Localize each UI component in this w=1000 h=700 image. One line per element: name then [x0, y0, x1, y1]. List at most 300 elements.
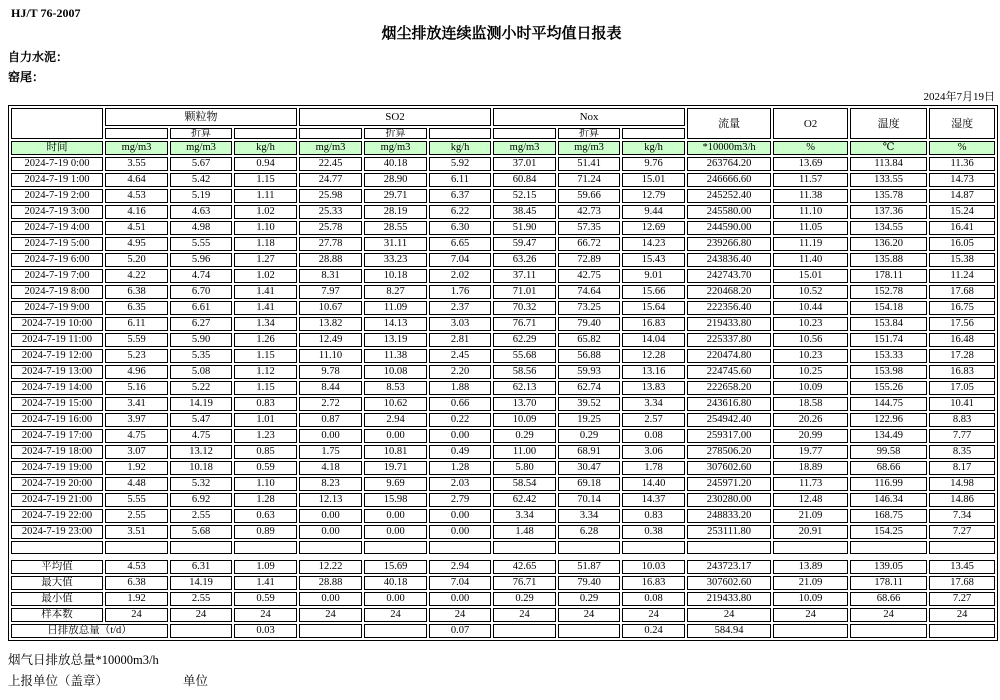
summary-value-cell: 68.66 [850, 592, 927, 606]
monitoring-table [8, 105, 998, 641]
unit-header: kg/h [622, 141, 685, 155]
summary-value-cell: 0.59 [234, 592, 297, 606]
summary-value-cell [493, 624, 556, 638]
value-cell: 7.34 [929, 509, 995, 523]
empty-cell [929, 541, 995, 554]
value-cell: 76.71 [493, 317, 556, 331]
time-cell: 2024-7-19 22:00 [11, 509, 103, 523]
value-cell: 5.90 [170, 333, 232, 347]
value-cell: 5.19 [170, 189, 232, 203]
value-cell: 12.49 [299, 333, 362, 347]
value-cell: 60.84 [493, 173, 556, 187]
table-row [11, 397, 995, 411]
summary-value-cell: 24 [687, 608, 771, 622]
summary-value-cell: 42.65 [493, 560, 556, 574]
summary-row [11, 560, 995, 574]
table-row [11, 301, 995, 315]
value-cell: 14.23 [622, 237, 685, 251]
value-cell: 10.18 [170, 461, 232, 475]
summary-value-cell [299, 624, 362, 638]
empty-cell [105, 541, 168, 554]
value-cell: 4.75 [170, 429, 232, 443]
summary-row [11, 624, 995, 638]
summary-value-cell: 24 [170, 608, 232, 622]
value-cell: 38.45 [493, 205, 556, 219]
summary-row [11, 608, 995, 622]
summary-value-cell: 24 [105, 608, 168, 622]
value-cell: 0.00 [364, 509, 427, 523]
empty-cell [170, 541, 232, 554]
value-cell: 70.32 [493, 301, 556, 315]
value-cell: 6.35 [105, 301, 168, 315]
summary-value-cell [850, 624, 927, 638]
value-cell: 9.69 [364, 477, 427, 491]
value-cell: 11.73 [773, 477, 848, 491]
summary-value-cell: 0.29 [493, 592, 556, 606]
summary-label: 平均值 [11, 560, 103, 574]
value-cell: 259317.00 [687, 429, 771, 443]
value-cell: 5.35 [170, 349, 232, 363]
value-cell: 2.55 [105, 509, 168, 523]
value-cell: 134.55 [850, 221, 927, 235]
value-cell: 3.06 [622, 445, 685, 459]
table-row [11, 237, 995, 251]
value-cell: 14.19 [170, 397, 232, 411]
time-cell: 2024-7-19 15:00 [11, 397, 103, 411]
table-row [11, 509, 995, 523]
unit-header: % [929, 141, 995, 155]
value-cell: 254942.40 [687, 413, 771, 427]
table-row [11, 205, 995, 219]
table-row [11, 333, 995, 347]
value-cell: 168.75 [850, 509, 927, 523]
empty-cell [429, 541, 491, 554]
value-cell: 0.08 [622, 429, 685, 443]
summary-value-cell: 24 [929, 608, 995, 622]
value-cell: 8.27 [364, 285, 427, 299]
value-cell: 1.23 [234, 429, 297, 443]
value-cell: 25.33 [299, 205, 362, 219]
time-cell: 2024-7-19 1:00 [11, 173, 103, 187]
table-row [11, 317, 995, 331]
value-cell: 10.81 [364, 445, 427, 459]
value-cell: 1.92 [105, 461, 168, 475]
value-cell: 2.20 [429, 365, 491, 379]
time-header-spacer [11, 108, 103, 139]
value-cell: 136.20 [850, 237, 927, 251]
value-cell: 0.00 [429, 525, 491, 539]
summary-value-cell: 12.22 [299, 560, 362, 574]
value-cell: 0.22 [429, 413, 491, 427]
value-cell: 5.32 [170, 477, 232, 491]
value-cell: 151.74 [850, 333, 927, 347]
value-cell: 0.66 [429, 397, 491, 411]
value-cell: 1.10 [234, 221, 297, 235]
time-cell: 2024-7-19 3:00 [11, 205, 103, 219]
unit-header: mg/m3 [558, 141, 620, 155]
table-row [11, 429, 995, 443]
unit-header: mg/m3 [364, 141, 427, 155]
value-cell: 4.98 [170, 221, 232, 235]
empty-cell [11, 541, 103, 554]
value-cell: 1.48 [493, 525, 556, 539]
time-cell: 2024-7-19 23:00 [11, 525, 103, 539]
value-cell: 7.27 [929, 525, 995, 539]
time-cell: 2024-7-19 8:00 [11, 285, 103, 299]
value-cell: 20.91 [773, 525, 848, 539]
group-header-row [11, 108, 995, 126]
value-cell: 6.37 [429, 189, 491, 203]
value-cell: 5.59 [105, 333, 168, 347]
value-cell: 8.83 [929, 413, 995, 427]
subheader-cell [105, 128, 168, 139]
value-cell: 10.23 [773, 317, 848, 331]
value-cell: 244590.00 [687, 221, 771, 235]
value-cell: 14.40 [622, 477, 685, 491]
value-cell: 5.47 [170, 413, 232, 427]
value-cell: 1.15 [234, 349, 297, 363]
value-cell: 1.76 [429, 285, 491, 299]
empty-cell [234, 541, 297, 554]
value-cell: 9.01 [622, 269, 685, 283]
time-cell: 2024-7-19 11:00 [11, 333, 103, 347]
value-cell: 3.34 [558, 509, 620, 523]
value-cell: 68.66 [850, 461, 927, 475]
value-cell: 56.88 [558, 349, 620, 363]
value-cell: 69.18 [558, 477, 620, 491]
value-cell: 1.02 [234, 269, 297, 283]
value-cell: 12.28 [622, 349, 685, 363]
empty-cell [493, 541, 556, 554]
flue-gas-total-note: 烟气日排放总量*10000m3/h [8, 653, 159, 667]
summary-value-cell: 76.71 [493, 576, 556, 590]
value-cell: 10.62 [364, 397, 427, 411]
summary-value-cell: 139.05 [850, 560, 927, 574]
value-cell: 70.14 [558, 493, 620, 507]
empty-cell [850, 541, 927, 554]
table-row [11, 381, 995, 395]
time-cell: 2024-7-19 0:00 [11, 157, 103, 171]
summary-value-cell: 24 [773, 608, 848, 622]
value-cell: 1.28 [234, 493, 297, 507]
subheader-cell [234, 128, 297, 139]
value-cell: 10.56 [773, 333, 848, 347]
summary-value-cell: 17.68 [929, 576, 995, 590]
value-cell: 10.18 [364, 269, 427, 283]
value-cell: 14.73 [929, 173, 995, 187]
value-cell: 8.53 [364, 381, 427, 395]
value-cell: 22.45 [299, 157, 362, 171]
value-cell: 11.38 [364, 349, 427, 363]
time-cell: 2024-7-19 17:00 [11, 429, 103, 443]
value-cell: 4.16 [105, 205, 168, 219]
summary-value-cell: 307602.60 [687, 576, 771, 590]
summary-value-cell: 15.69 [364, 560, 427, 574]
value-cell: 0.63 [234, 509, 297, 523]
value-cell: 5.16 [105, 381, 168, 395]
summary-value-cell: 1.09 [234, 560, 297, 574]
value-cell: 29.71 [364, 189, 427, 203]
value-cell: 220474.80 [687, 349, 771, 363]
summary-value-cell: 2.94 [429, 560, 491, 574]
summary-value-cell: 0.07 [429, 624, 491, 638]
value-cell: 13.19 [364, 333, 427, 347]
value-cell: 14.37 [622, 493, 685, 507]
time-cell: 2024-7-19 7:00 [11, 269, 103, 283]
value-cell: 14.87 [929, 189, 995, 203]
summary-value-cell: 24 [364, 608, 427, 622]
value-cell: 19.71 [364, 461, 427, 475]
value-cell: 71.01 [493, 285, 556, 299]
value-cell: 55.68 [493, 349, 556, 363]
value-cell: 4.63 [170, 205, 232, 219]
value-cell: 4.75 [105, 429, 168, 443]
value-cell: 5.42 [170, 173, 232, 187]
value-cell: 13.83 [622, 381, 685, 395]
value-cell: 0.85 [234, 445, 297, 459]
value-cell: 8.23 [299, 477, 362, 491]
summary-value-cell: 79.40 [558, 576, 620, 590]
value-cell: 122.96 [850, 413, 927, 427]
summary-value-cell: 13.89 [773, 560, 848, 574]
value-cell: 37.11 [493, 269, 556, 283]
value-cell: 153.33 [850, 349, 927, 363]
value-cell: 253111.80 [687, 525, 771, 539]
value-cell: 1.12 [234, 365, 297, 379]
group-header-o2: O2 [773, 108, 848, 139]
value-cell: 144.75 [850, 397, 927, 411]
value-cell: 245971.20 [687, 477, 771, 491]
unit-header: % [773, 141, 848, 155]
page-title: 烟尘排放连续监测小时平均值日报表 [381, 26, 622, 42]
value-cell: 2.45 [429, 349, 491, 363]
value-cell: 155.26 [850, 381, 927, 395]
value-cell: 12.69 [622, 221, 685, 235]
value-cell: 4.48 [105, 477, 168, 491]
value-cell: 65.82 [558, 333, 620, 347]
value-cell: 2.03 [429, 477, 491, 491]
value-cell: 0.89 [234, 525, 297, 539]
table-row [11, 253, 995, 267]
value-cell: 10.67 [299, 301, 362, 315]
report-footer [8, 650, 995, 689]
value-cell: 1.15 [234, 173, 297, 187]
value-cell: 10.09 [773, 381, 848, 395]
value-cell: 153.84 [850, 317, 927, 331]
summary-value-cell: 243723.17 [687, 560, 771, 574]
value-cell: 5.08 [170, 365, 232, 379]
value-cell: 2.02 [429, 269, 491, 283]
subheader-cell [429, 128, 491, 139]
value-cell: 19.77 [773, 445, 848, 459]
value-cell: 15.98 [364, 493, 427, 507]
table-row [11, 221, 995, 235]
value-cell: 72.89 [558, 253, 620, 267]
value-cell: 15.38 [929, 253, 995, 267]
value-cell: 17.28 [929, 349, 995, 363]
value-cell: 1.78 [622, 461, 685, 475]
value-cell: 17.05 [929, 381, 995, 395]
value-cell: 1.26 [234, 333, 297, 347]
value-cell: 58.54 [493, 477, 556, 491]
empty-cell [558, 541, 620, 554]
time-cell: 2024-7-19 5:00 [11, 237, 103, 251]
value-cell: 2.94 [364, 413, 427, 427]
value-cell: 25.78 [299, 221, 362, 235]
value-cell: 4.95 [105, 237, 168, 251]
value-cell: 99.58 [850, 445, 927, 459]
value-cell: 14.86 [929, 493, 995, 507]
summary-value-cell [558, 624, 620, 638]
value-cell: 5.20 [105, 253, 168, 267]
value-cell: 153.98 [850, 365, 927, 379]
value-cell: 230280.00 [687, 493, 771, 507]
value-cell: 6.22 [429, 205, 491, 219]
value-cell: 33.23 [364, 253, 427, 267]
value-cell: 3.34 [493, 509, 556, 523]
summary-value-cell: 24 [622, 608, 685, 622]
value-cell: 6.38 [105, 285, 168, 299]
unit-header: mg/m3 [105, 141, 168, 155]
value-cell: 25.98 [299, 189, 362, 203]
summary-value-cell: 24 [558, 608, 620, 622]
value-cell: 222658.20 [687, 381, 771, 395]
table-row [11, 445, 995, 459]
value-cell: 1.01 [234, 413, 297, 427]
value-cell: 51.90 [493, 221, 556, 235]
summary-value-cell: 1.92 [105, 592, 168, 606]
value-cell: 15.24 [929, 205, 995, 219]
value-cell: 6.11 [105, 317, 168, 331]
value-cell: 8.31 [299, 269, 362, 283]
table-row [11, 349, 995, 363]
value-cell: 12.48 [773, 493, 848, 507]
summary-value-cell: 4.53 [105, 560, 168, 574]
value-cell: 10.09 [493, 413, 556, 427]
value-cell: 134.49 [850, 429, 927, 443]
value-cell: 10.52 [773, 285, 848, 299]
value-cell: 6.11 [429, 173, 491, 187]
value-cell: 137.36 [850, 205, 927, 219]
unit-header: mg/m3 [493, 141, 556, 155]
summary-value-cell: 7.27 [929, 592, 995, 606]
value-cell: 4.51 [105, 221, 168, 235]
report-date: 2024年7月19日 [923, 91, 995, 103]
value-cell: 2.81 [429, 333, 491, 347]
value-cell: 62.42 [493, 493, 556, 507]
value-cell: 15.01 [773, 269, 848, 283]
value-cell: 1.27 [234, 253, 297, 267]
summary-value-cell: 51.87 [558, 560, 620, 574]
units-header-row [11, 141, 995, 155]
value-cell: 243836.40 [687, 253, 771, 267]
time-cell: 2024-7-19 14:00 [11, 381, 103, 395]
value-cell: 17.56 [929, 317, 995, 331]
unit-header: kg/h [429, 141, 491, 155]
subheader-converted: 折算 [170, 128, 232, 139]
empty-cell [622, 541, 685, 554]
value-cell: 7.77 [929, 429, 995, 443]
summary-value-cell: 16.83 [622, 576, 685, 590]
value-cell: 2.55 [170, 509, 232, 523]
summary-value-cell: 0.03 [234, 624, 297, 638]
value-cell: 10.25 [773, 365, 848, 379]
value-cell: 135.78 [850, 189, 927, 203]
value-cell: 3.07 [105, 445, 168, 459]
value-cell: 4.74 [170, 269, 232, 283]
value-cell: 9.78 [299, 365, 362, 379]
value-cell: 42.73 [558, 205, 620, 219]
value-cell: 10.23 [773, 349, 848, 363]
value-cell: 1.28 [429, 461, 491, 475]
value-cell: 79.40 [558, 317, 620, 331]
summary-value-cell: 0.24 [622, 624, 685, 638]
time-cell: 2024-7-19 12:00 [11, 349, 103, 363]
value-cell: 4.22 [105, 269, 168, 283]
group-header-pm: 颗粒物 [105, 108, 297, 126]
value-cell: 1.41 [234, 301, 297, 315]
summary-value-cell [773, 624, 848, 638]
value-cell: 3.03 [429, 317, 491, 331]
value-cell: 243616.80 [687, 397, 771, 411]
value-cell: 1.10 [234, 477, 297, 491]
value-cell: 7.97 [299, 285, 362, 299]
summary-row [11, 576, 995, 590]
value-cell: 40.18 [364, 157, 427, 171]
report-unit-label: 上报单位（盖章） [8, 674, 109, 688]
summary-value-cell: 21.09 [773, 576, 848, 590]
table-row [11, 477, 995, 491]
value-cell: 71.24 [558, 173, 620, 187]
value-cell: 10.08 [364, 365, 427, 379]
value-cell: 0.29 [493, 429, 556, 443]
summary-value-cell: 13.45 [929, 560, 995, 574]
table-row [11, 269, 995, 283]
subheader-converted: 折算 [558, 128, 620, 139]
standard-code: HJ/T 76-2007 [11, 6, 81, 20]
summary-value-cell: 0.00 [364, 592, 427, 606]
summary-value-cell: 0.00 [429, 592, 491, 606]
group-header-temp: 温度 [850, 108, 927, 139]
summary-value-cell: 28.88 [299, 576, 362, 590]
summary-value-cell: 24 [493, 608, 556, 622]
summary-value-cell: 0.08 [622, 592, 685, 606]
value-cell: 0.00 [429, 429, 491, 443]
value-cell: 8.17 [929, 461, 995, 475]
value-cell: 0.59 [234, 461, 297, 475]
value-cell: 2.57 [622, 413, 685, 427]
value-cell: 62.13 [493, 381, 556, 395]
value-cell: 0.00 [299, 429, 362, 443]
value-cell: 0.83 [234, 397, 297, 411]
value-cell: 0.87 [299, 413, 362, 427]
summary-label: 样本数 [11, 608, 103, 622]
value-cell: 0.38 [622, 525, 685, 539]
value-cell: 21.09 [773, 509, 848, 523]
value-cell: 3.55 [105, 157, 168, 171]
value-cell: 62.74 [558, 381, 620, 395]
summary-value-cell: 24 [429, 608, 491, 622]
value-cell: 5.80 [493, 461, 556, 475]
summary-value-cell: 2.55 [170, 592, 232, 606]
empty-cell [299, 541, 362, 554]
value-cell: 307602.60 [687, 461, 771, 475]
value-cell: 73.25 [558, 301, 620, 315]
value-cell: 1.88 [429, 381, 491, 395]
value-cell: 14.13 [364, 317, 427, 331]
value-cell: 18.58 [773, 397, 848, 411]
value-cell: 5.55 [105, 493, 168, 507]
